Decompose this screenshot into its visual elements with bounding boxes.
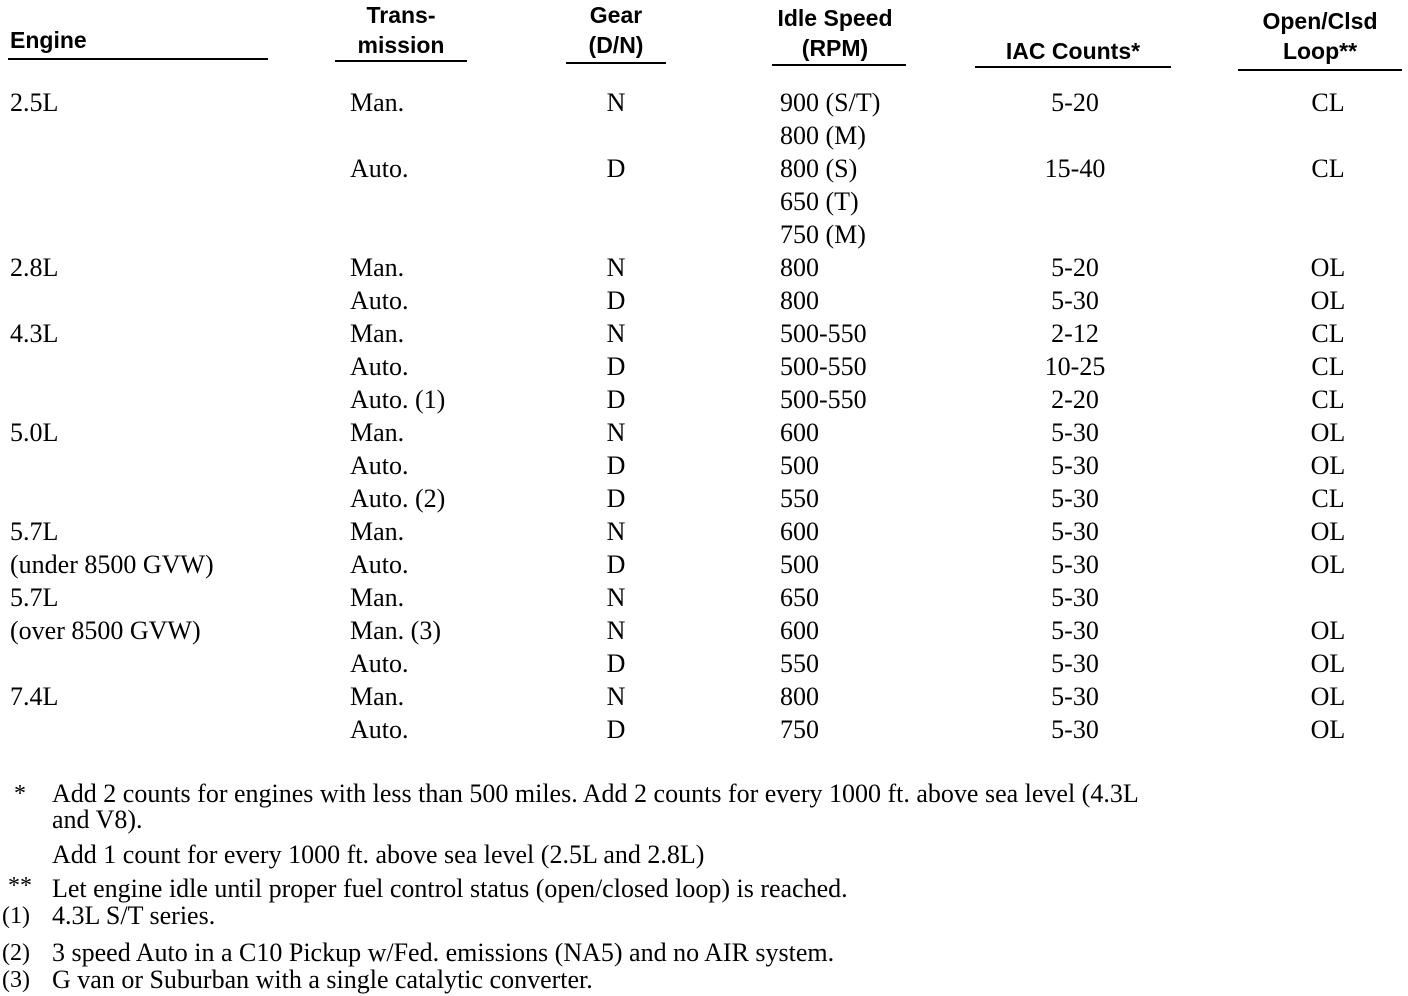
cell-loop: OL — [1310, 616, 1346, 645]
cell-gear: D — [606, 550, 626, 579]
cell-transmission: Man. (3) — [350, 616, 441, 645]
header-iac-counts-label: IAC Counts* — [1005, 38, 1141, 64]
cell-transmission: Man. — [350, 583, 405, 612]
cell-transmission: Auto. — [350, 286, 409, 315]
footnote-mark-asterisk: * — [14, 781, 26, 807]
header-engine — [10, 25, 130, 55]
cell-gear: N — [606, 88, 626, 117]
header-loop — [1240, 6, 1400, 66]
cell-gear: N — [606, 319, 626, 348]
cell-iac-counts: 5-30 — [1051, 715, 1099, 744]
header-idle-speed-line2: (RPM) — [801, 35, 869, 61]
header-engine-label: Engine — [10, 27, 87, 53]
footnote-3-line1: G van or Suburban with a single catalytic converter. — [52, 965, 593, 994]
cell-iac-counts: 5-30 — [1051, 616, 1099, 645]
footnote-2-line1: 3 speed Auto in a C10 Pickup w/Fed. emissions (NA5) and no AIR system. — [52, 938, 835, 967]
cell-loop: CL — [1311, 154, 1345, 183]
header-loop-line1: Open/Clsd — [1262, 8, 1378, 34]
cell-engine: (over 8500 GVW) — [10, 616, 201, 645]
cell-loop: OL — [1310, 550, 1346, 579]
cell-loop: OL — [1310, 517, 1346, 546]
cell-transmission: Man. — [350, 517, 405, 546]
cell-gear: D — [606, 352, 626, 381]
header-transmission-line2: mission — [357, 32, 445, 58]
cell-engine: 7.4L — [10, 682, 59, 711]
cell-gear: D — [606, 385, 626, 414]
cell-transmission: Man. — [350, 418, 405, 447]
cell-idle-speed: 750 (M) — [780, 220, 866, 249]
footnote-double-asterisk-line1: Let engine idle until proper fuel control status (open/closed loop) is reached. — [52, 874, 848, 903]
cell-idle-speed: 800 — [780, 253, 819, 282]
cell-iac-counts: 15-40 — [1044, 154, 1106, 183]
header-gear — [566, 0, 666, 60]
cell-transmission: Auto. — [350, 352, 409, 381]
cell-loop: OL — [1310, 451, 1346, 480]
cell-gear: N — [606, 616, 626, 645]
cell-idle-speed: 750 — [780, 715, 819, 744]
header-engine-rule — [8, 58, 268, 60]
cell-idle-speed: 600 — [780, 517, 819, 546]
cell-idle-speed: 500 — [780, 550, 819, 579]
cell-idle-speed: 800 (M) — [780, 121, 866, 150]
header-gear-line1: Gear — [589, 2, 643, 28]
cell-gear: D — [606, 715, 626, 744]
header-gear-line2: (D/N) — [588, 32, 644, 58]
header-transmission-rule — [335, 60, 467, 62]
cell-idle-speed: 800 (S) — [780, 154, 858, 183]
cell-idle-speed: 500-550 — [780, 385, 867, 414]
cell-loop: OL — [1310, 286, 1346, 315]
header-transmission — [335, 0, 467, 60]
cell-iac-counts: 5-30 — [1051, 451, 1099, 480]
header-idle-speed-rule — [772, 64, 906, 66]
header-idle-speed — [760, 3, 910, 63]
footnote-1-line1: 4.3L S/T series. — [52, 901, 216, 930]
cell-iac-counts: 5-30 — [1051, 682, 1099, 711]
cell-gear: N — [606, 583, 626, 612]
cell-transmission: Auto. — [350, 715, 409, 744]
cell-gear: D — [606, 286, 626, 315]
cell-gear: N — [606, 517, 626, 546]
cell-idle-speed: 500-550 — [780, 319, 867, 348]
cell-iac-counts: 5-30 — [1051, 286, 1099, 315]
cell-iac-counts: 5-20 — [1051, 253, 1099, 282]
cell-engine: 4.3L — [10, 319, 59, 348]
cell-transmission: Man. — [350, 88, 405, 117]
header-iac-counts-rule — [975, 66, 1171, 68]
cell-iac-counts: 5-20 — [1051, 88, 1099, 117]
cell-transmission: Auto. — [350, 451, 409, 480]
header-transmission-line1: Trans- — [366, 2, 436, 28]
cell-gear: N — [606, 418, 626, 447]
cell-loop: CL — [1311, 484, 1345, 513]
header-gear-rule — [566, 62, 666, 64]
footnote-asterisk-line2: and V8). — [52, 805, 143, 834]
cell-transmission: Auto. — [350, 649, 409, 678]
cell-idle-speed: 500-550 — [780, 352, 867, 381]
cell-engine: 5.7L — [10, 517, 59, 546]
cell-transmission: Auto. (1) — [350, 385, 446, 414]
cell-engine: (under 8500 GVW) — [10, 550, 214, 579]
cell-idle-speed: 600 — [780, 418, 819, 447]
footnote-asterisk-line3: Add 1 count for every 1000 ft. above sea level (2.5L and 2.8L) — [52, 840, 705, 869]
cell-loop: OL — [1310, 418, 1346, 447]
cell-iac-counts: 5-30 — [1051, 517, 1099, 546]
cell-loop: OL — [1310, 682, 1346, 711]
footnote-mark-1: (1) — [2, 903, 30, 929]
cell-engine: 5.7L — [10, 583, 59, 612]
cell-transmission: Auto. (2) — [350, 484, 446, 513]
cell-idle-speed: 600 — [780, 616, 819, 645]
cell-gear: D — [606, 484, 626, 513]
cell-iac-counts: 5-30 — [1051, 649, 1099, 678]
cell-idle-speed: 550 — [780, 484, 819, 513]
cell-loop: CL — [1311, 352, 1345, 381]
cell-engine: 5.0L — [10, 418, 59, 447]
cell-iac-counts: 5-30 — [1051, 550, 1099, 579]
cell-iac-counts: 10-25 — [1044, 352, 1106, 381]
cell-iac-counts: 5-30 — [1051, 583, 1099, 612]
cell-transmission: Man. — [350, 253, 405, 282]
footnote-mark-2: (2) — [2, 940, 30, 966]
cell-transmission: Auto. — [350, 550, 409, 579]
cell-gear: N — [606, 682, 626, 711]
cell-transmission: Auto. — [350, 154, 409, 183]
cell-iac-counts: 5-30 — [1051, 484, 1099, 513]
cell-idle-speed: 650 (T) — [780, 187, 859, 216]
cell-engine: 2.8L — [10, 253, 59, 282]
cell-iac-counts: 2-12 — [1051, 319, 1099, 348]
cell-transmission: Man. — [350, 319, 405, 348]
cell-idle-speed: 900 (S/T) — [780, 88, 881, 117]
cell-gear: D — [606, 451, 626, 480]
cell-loop: CL — [1311, 319, 1345, 348]
header-loop-rule — [1238, 69, 1402, 71]
cell-loop: CL — [1311, 385, 1345, 414]
cell-iac-counts: 5-30 — [1051, 418, 1099, 447]
cell-idle-speed: 550 — [780, 649, 819, 678]
cell-gear: N — [606, 253, 626, 282]
cell-idle-speed: 500 — [780, 451, 819, 480]
cell-gear: D — [606, 154, 626, 183]
cell-idle-speed: 650 — [780, 583, 819, 612]
cell-iac-counts: 2-20 — [1051, 385, 1099, 414]
cell-idle-speed: 800 — [780, 682, 819, 711]
cell-loop: OL — [1310, 253, 1346, 282]
cell-loop: CL — [1311, 88, 1345, 117]
cell-loop: OL — [1310, 715, 1346, 744]
cell-transmission: Man. — [350, 682, 405, 711]
header-idle-speed-line1: Idle Speed — [777, 5, 893, 31]
header-loop-line2: Loop** — [1282, 38, 1358, 64]
footnote-mark-double-asterisk: ** — [8, 873, 32, 899]
header-iac-counts — [975, 36, 1171, 66]
cell-gear: D — [606, 649, 626, 678]
footnote-mark-3: (3) — [2, 967, 30, 993]
cell-loop: OL — [1310, 649, 1346, 678]
cell-idle-speed: 800 — [780, 286, 819, 315]
footnote-asterisk-line1: Add 2 counts for engines with less than 500 miles. Add 2 counts for every 1000 ft. above sea level (4.3L — [52, 779, 1139, 808]
cell-engine: 2.5L — [10, 88, 59, 117]
